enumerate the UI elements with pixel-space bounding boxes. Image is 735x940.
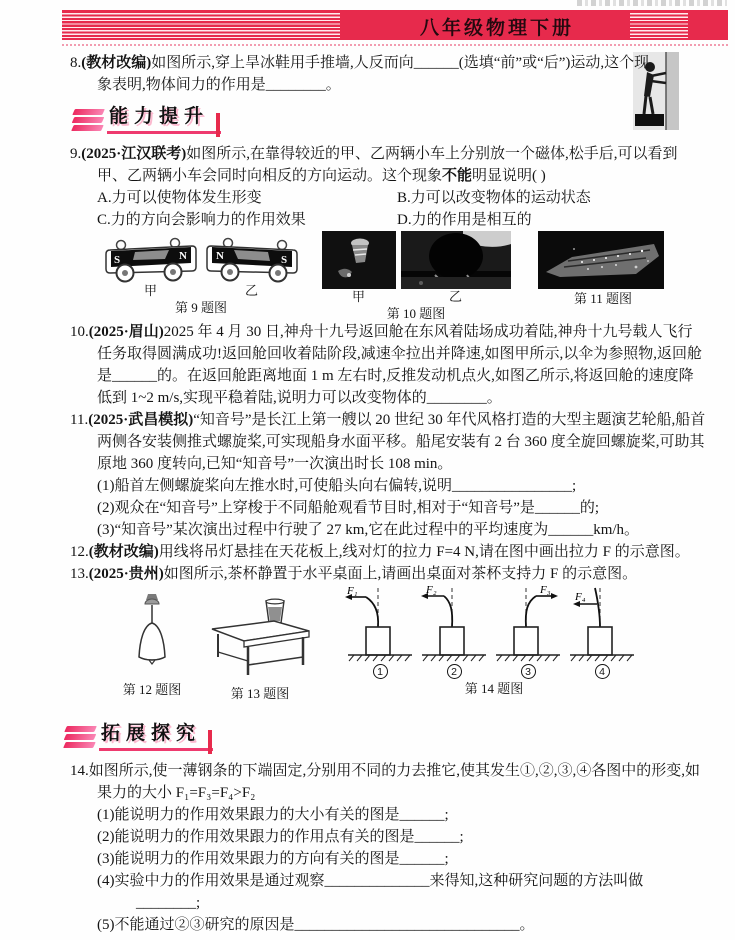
steel-bar-diagram-3 (492, 585, 564, 679)
question-9-text: 如图所示,在靠得较近的甲、乙两辆小车上分别放一个磁体,松手后,可以看到甲、乙两辆小车会同时向相反的方向运动。这个现象 (97, 146, 678, 184)
section-ability-header (70, 103, 650, 137)
question-14-sub-2: (2)能说明力的作用效果跟力的作用点有关的图是______; (97, 829, 464, 845)
table-with-cup-image (208, 597, 312, 677)
page-title: 八年级物理下册 (420, 18, 575, 39)
figure-10-caption: 第 10 题图 (386, 306, 446, 321)
question-14-sub-4: (4)实验中力的作用效果是通过观察______________来得知,这种研究问题的方法叫做 (97, 873, 644, 889)
question-11-sub-1: (1)船首左侧螺旋桨向左推水时,可使船头向右偏转,说明________________; (97, 478, 577, 494)
question-14-number: 14. (70, 763, 89, 779)
figure-14-caption: 第 14 题图 (464, 681, 524, 696)
page-content (70, 52, 706, 936)
question-13-number: 13. (70, 566, 89, 582)
question-13 (70, 563, 706, 585)
question-14-sub-4-cont: ________; (136, 895, 201, 911)
banner-stripes-left (62, 11, 340, 39)
question-8 (70, 52, 706, 96)
svg-text:N: N (215, 250, 224, 262)
magnet-cart-jia-image (103, 233, 199, 283)
cropped-header-text (577, 0, 727, 6)
circled-number-2: 2 (447, 664, 462, 679)
car-yi-label: 乙 (244, 283, 258, 298)
page-header-banner (62, 10, 728, 40)
option-d: D.力的作用是相互的 (397, 212, 532, 228)
question-14-sub-3: (3)能说明力的作用效果跟力的方向有关的图是______; (97, 851, 449, 867)
skater-pushing-wall-photo (660, 52, 706, 130)
option-b: B.力可以改变物体的运动状态 (397, 190, 591, 206)
figure-12-caption: 第 12 题图 (122, 682, 182, 697)
figure-9-caption: 第 9 题图 (174, 300, 227, 315)
figure-q9-cars (92, 233, 310, 316)
figure-row-2 (70, 585, 706, 713)
circled-number-3: 3 (521, 664, 536, 679)
car-jia (103, 233, 199, 298)
figure-13-caption: 第 13 题图 (230, 686, 290, 701)
question-9-number: 9. (70, 146, 82, 162)
question-11-sub-3: (3)“知音号”某次演出过程中行驶了 27 km,它在此过程中的平均速度为______km/h。 (97, 522, 640, 538)
figure-q10-photos (320, 231, 512, 322)
question-9-text2: 明显说明( ) (472, 168, 546, 184)
steel-bar-diagram-4 (566, 585, 638, 679)
dotted-divider (62, 44, 728, 46)
svg-text:F₂: F₂ (426, 585, 437, 596)
circled-number-4: 4 (595, 664, 610, 679)
circled-number-1: 1 (373, 664, 388, 679)
steel-bar-diagram-2 (418, 585, 490, 679)
question-9-tag: (2025·江汉联考) (81, 146, 187, 162)
question-12-tag: (教材改编) (88, 544, 159, 560)
section-explore-header (62, 720, 706, 754)
question-9-emphasis: 不能 (442, 168, 473, 184)
question-10 (70, 321, 706, 409)
question-10-tag: (2025·眉山) (88, 324, 164, 340)
question-14-text: 如图所示,使一薄钢条的下端固定,分别用不同的力去推它,使其发生①,②,③,④各图中的形变,如果力的大小 F₁=F₃=F₄>F₂ (88, 763, 701, 801)
svg-text:F₃: F₃ (540, 585, 551, 596)
question-11-text: “知音号”是长江上第一艘以 20 世纪 30 年代风格打造的大型主题演艺轮船,船首两侧各安装侧推式螺旋桨,可实现船身水面平移。船尾安装有 2 台 360 度全旋回螺旋桨,可助其原地 360 度转向,已知“知音号”一次演出时长 108 min。 (97, 412, 706, 472)
question-11 (70, 409, 706, 475)
pendant-lamp-image (129, 593, 175, 673)
question-10-number: 10. (70, 324, 89, 340)
svg-text:S: S (280, 254, 287, 266)
section-ability-title: 能力提升 (107, 106, 221, 134)
question-14 (70, 760, 706, 804)
question-8-text: 如图所示,穿上旱冰鞋用手推墙,人反而向______(选填“前”或“后”)运动,这个现象表明,物体间力的作用是________。 (97, 55, 650, 93)
figure-row-1 (70, 231, 706, 321)
question-13-tag: (2025·贵州) (88, 566, 164, 582)
svg-text:S: S (113, 254, 120, 266)
zhiyin-ship-photo (538, 231, 664, 289)
question-14-sub-1: (1)能说明力的作用效果跟力的大小有关的图是______; (97, 807, 449, 823)
question-9-options (97, 187, 706, 231)
section-flag-icon (65, 109, 105, 131)
steel-bar-diagram-1 (344, 585, 416, 679)
parachute-photo (322, 231, 396, 304)
question-12 (70, 541, 706, 563)
question-10-text: 2025 年 4 月 30 日,神舟十九号返回舱在东风着陆场成功着陆,神舟十九号载人飞行任务取得圆满成功!返回舱回收着陆阶段,减速伞拉出并降速,如图甲所示,以伞为参照物,返回舱是______的。在返回舱距离地面 1 m 左右时,反推发动机点火,如图乙所示,将返回舱的速度降低到 1~2 m/s,实现平稳着陆,说明力可以改变物体的________。 (97, 324, 702, 406)
car-jia-label: 甲 (143, 283, 157, 298)
question-13-text: 如图所示,茶杯静置于水平桌面上,请画出桌面对茶杯支持力 F 的示意图。 (163, 566, 638, 582)
figure-q14-steel-bars (344, 585, 644, 697)
svg-text:N: N (178, 250, 187, 262)
section-flag-icon (57, 726, 97, 748)
figure-q13-table-cup (206, 597, 314, 702)
magnet-cart-yi-image (204, 233, 300, 283)
question-11-number: 11. (70, 412, 89, 428)
question-11-sub-2: (2)观众在“知音号”上穿梭于不同船舱观看节目时,相对于“知音号”是______的; (97, 500, 600, 516)
question-8-tag: (教材改编) (81, 55, 152, 71)
question-14-sub-5: (5)不能通过②③研究的原因是______________________________。 (97, 917, 535, 933)
section-explore-title: 拓展探究 (99, 723, 213, 751)
photo-yi-label: 乙 (448, 289, 462, 304)
section-end-bar (216, 113, 220, 137)
photo-jia-label: 甲 (351, 289, 365, 304)
question-11-tag: (2025·武昌模拟) (88, 412, 194, 428)
figure-q12-lamp (116, 593, 188, 698)
svg-text:F₁: F₁ (347, 585, 358, 597)
question-9 (70, 143, 706, 187)
question-12-number: 12. (70, 544, 89, 560)
option-c: C.力的方向会影响力的作用效果 (97, 212, 306, 228)
figure-q11-ship (538, 231, 668, 307)
option-a: A.力可以使物体发生形变 (97, 190, 262, 206)
banner-stripes-right (630, 11, 688, 39)
figure-11-caption: 第 11 题图 (573, 291, 633, 306)
section-end-bar (208, 730, 212, 754)
question-8-number: 8. (70, 55, 82, 71)
svg-text:F₄: F₄ (575, 591, 586, 603)
capsule-landing-photo (401, 231, 511, 304)
question-12-text: 用线将吊灯悬挂在天花板上,线对灯的拉力 F=4 N,请在图中画出拉力 F 的示意图。 (158, 544, 690, 560)
car-yi (204, 233, 300, 298)
